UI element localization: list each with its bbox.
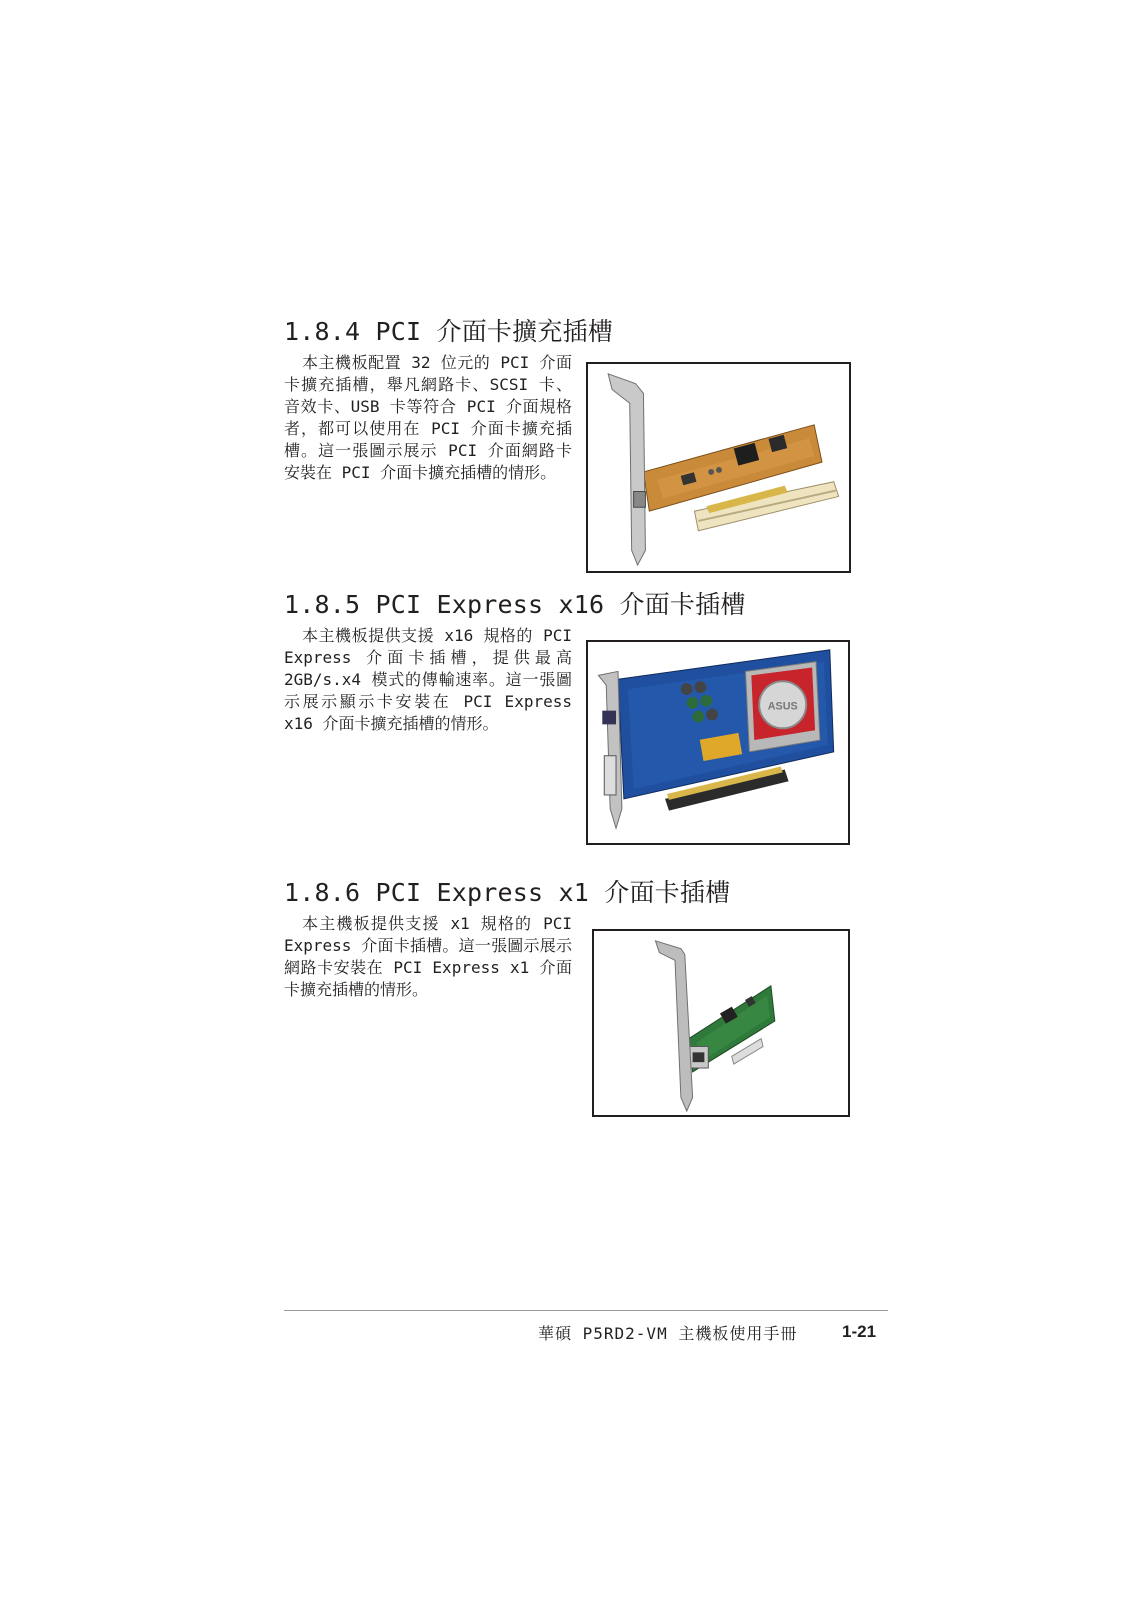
footer-manual-title: 華碩 P5RD2-VM 主機板使用手冊 bbox=[538, 1324, 798, 1343]
section-heading-pci: 1.8.4 PCI 介面卡擴充插槽 bbox=[284, 317, 613, 346]
section-body-pcie-x16: 本主機板提供支援 x16 規格的 PCI Express 介面卡插槽，提供最高 2GB/s.x4 模式的傳輸速率。這一張圖示展示顯示卡安裝在 PCI Express x16 介面卡擴充插槽的情形。 bbox=[284, 626, 572, 733]
section-heading-pcie-x1: 1.8.6 PCI Express x1 介面卡插槽 bbox=[284, 878, 731, 907]
pcie-x16-card-figure bbox=[586, 640, 850, 845]
section-body-pcie-x1: 本主機板提供支援 x1 規格的 PCI Express 介面卡插槽。這一張圖示展示網路卡安裝在 PCI Express x1 介面卡擴充插槽的情形。 bbox=[284, 914, 572, 999]
pcie-x1-card-figure bbox=[592, 929, 850, 1117]
section-heading-pcie-x16: 1.8.5 PCI Express x16 介面卡插槽 bbox=[284, 590, 746, 619]
pci-network-card-icon bbox=[588, 364, 849, 571]
pcie-x16-graphics-card-icon bbox=[588, 642, 848, 843]
pcie-x1-network-card-icon bbox=[594, 931, 848, 1115]
section-body-pci: 本主機板配置 32 位元的 PCI 介面卡擴充插槽，舉凡網路卡、SCSI 卡、音效卡、USB 卡等符合 PCI 介面規格者，都可以使用在 PCI 介面卡擴充插槽。這一張圖示展示 PCI 介面網路卡安裝在 PCI 介面卡擴充插槽的情形。 bbox=[284, 353, 572, 482]
asus-logo-text: ASUS bbox=[767, 700, 798, 713]
pci-card-figure bbox=[586, 362, 851, 573]
footer-divider bbox=[284, 1310, 888, 1311]
page-number: 1-21 bbox=[842, 1322, 877, 1341]
